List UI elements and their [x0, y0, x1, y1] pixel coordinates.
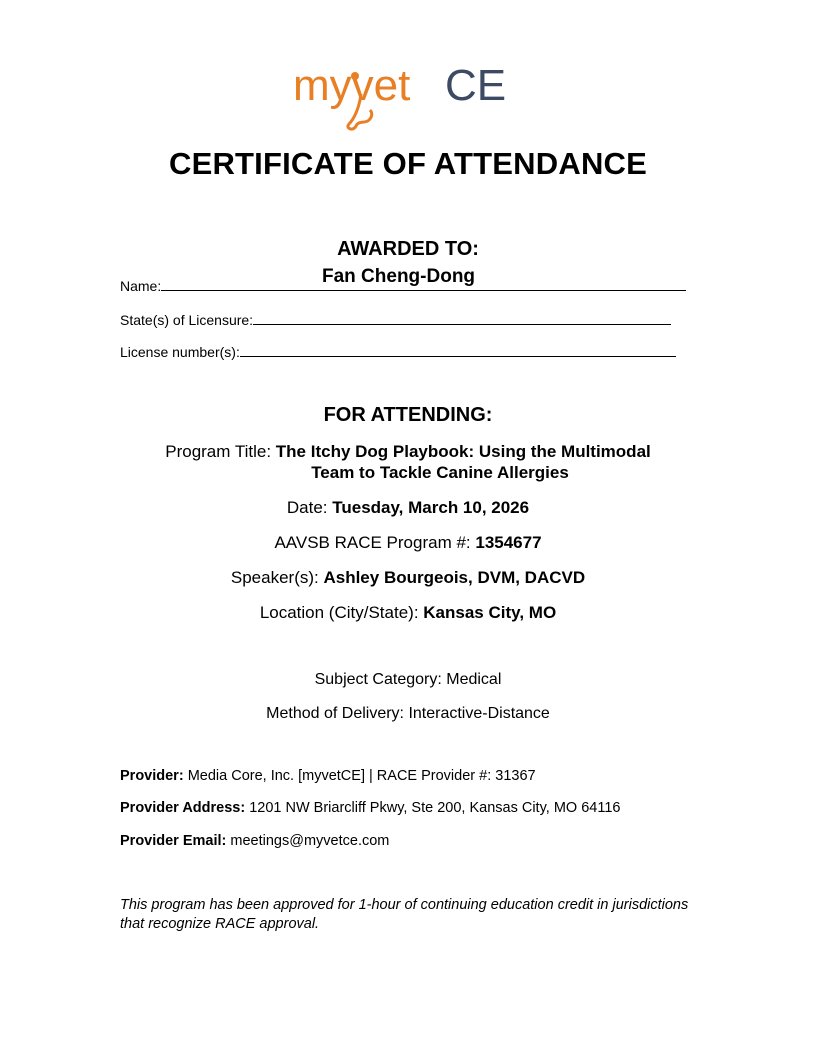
- program-title: [0, 441, 816, 483]
- license-field: [120, 344, 676, 360]
- delivery-method: Method of Delivery: Interactive-Distance: [266, 705, 550, 722]
- provider-address-value: 1201 NW Briarcliff Pkwy, Ste 200, Kansas City, MO 64116: [245, 800, 621, 816]
- state-label: State(s) of Licensure:: [120, 312, 254, 328]
- race-line: [0, 533, 816, 553]
- location-line: [0, 603, 816, 623]
- program-title-line1: The Itchy Dog Playbook: Using the Multimodal: [275, 442, 651, 461]
- name-field: [120, 278, 686, 294]
- recipient-name: Fan Cheng-Dong: [322, 266, 476, 287]
- logo-mark: [293, 62, 523, 138]
- provider-address-line: [120, 800, 620, 816]
- program-title-line2: Team to Tackle Canine Allergies: [311, 463, 569, 482]
- date-line: [0, 498, 816, 518]
- certificate-title: CERTIFICATE OF ATTENDANCE: [168, 146, 647, 181]
- provider-line: [120, 768, 536, 784]
- awarded-heading: AWARDED TO:: [337, 238, 479, 260]
- date-value: Tuesday, March 10, 2026: [332, 498, 530, 517]
- race-value: 1354677: [475, 533, 542, 552]
- state-line: [253, 312, 671, 325]
- date-label: Date:: [286, 498, 333, 517]
- provider-address-label: Provider Address:: [120, 800, 246, 816]
- speaker-label: Speaker(s):: [230, 568, 324, 587]
- logo-text-ce: CE: [445, 62, 507, 110]
- provider-email-line: [120, 833, 389, 849]
- provider-value: Media Core, Inc. [myvetCE] | RACE Provider #: 31367: [183, 768, 536, 784]
- provider-email-value: meetings@myvetce.com: [226, 833, 390, 849]
- license-label: License number(s):: [120, 344, 240, 360]
- license-line: [240, 344, 676, 357]
- myvetce-logo: [0, 62, 816, 138]
- state-field: [120, 312, 671, 328]
- for-attending-heading: FOR ATTENDING:: [323, 404, 493, 426]
- name-label: Name:: [120, 278, 162, 294]
- race-approval-disclaimer: This program has been approved for 1-hour of continuing education credit in jurisdictions that recognize RACE approval.: [120, 897, 689, 932]
- location-label: Location (City/State):: [259, 603, 424, 622]
- name-line: [161, 278, 686, 291]
- provider-label: Provider:: [120, 768, 184, 784]
- speaker-value: Ashley Bourgeois, DVM, DACVD: [323, 568, 586, 587]
- logo-text-myvet: myvet: [293, 62, 411, 110]
- race-label: AAVSB RACE Program #:: [274, 533, 476, 552]
- subject-category: Subject Category: Medical: [314, 671, 502, 688]
- speaker-line: [0, 568, 816, 588]
- provider-email-label: Provider Email:: [120, 833, 227, 849]
- program-title-label: Program Title:: [165, 442, 276, 461]
- location-value: Kansas City, MO: [423, 603, 557, 622]
